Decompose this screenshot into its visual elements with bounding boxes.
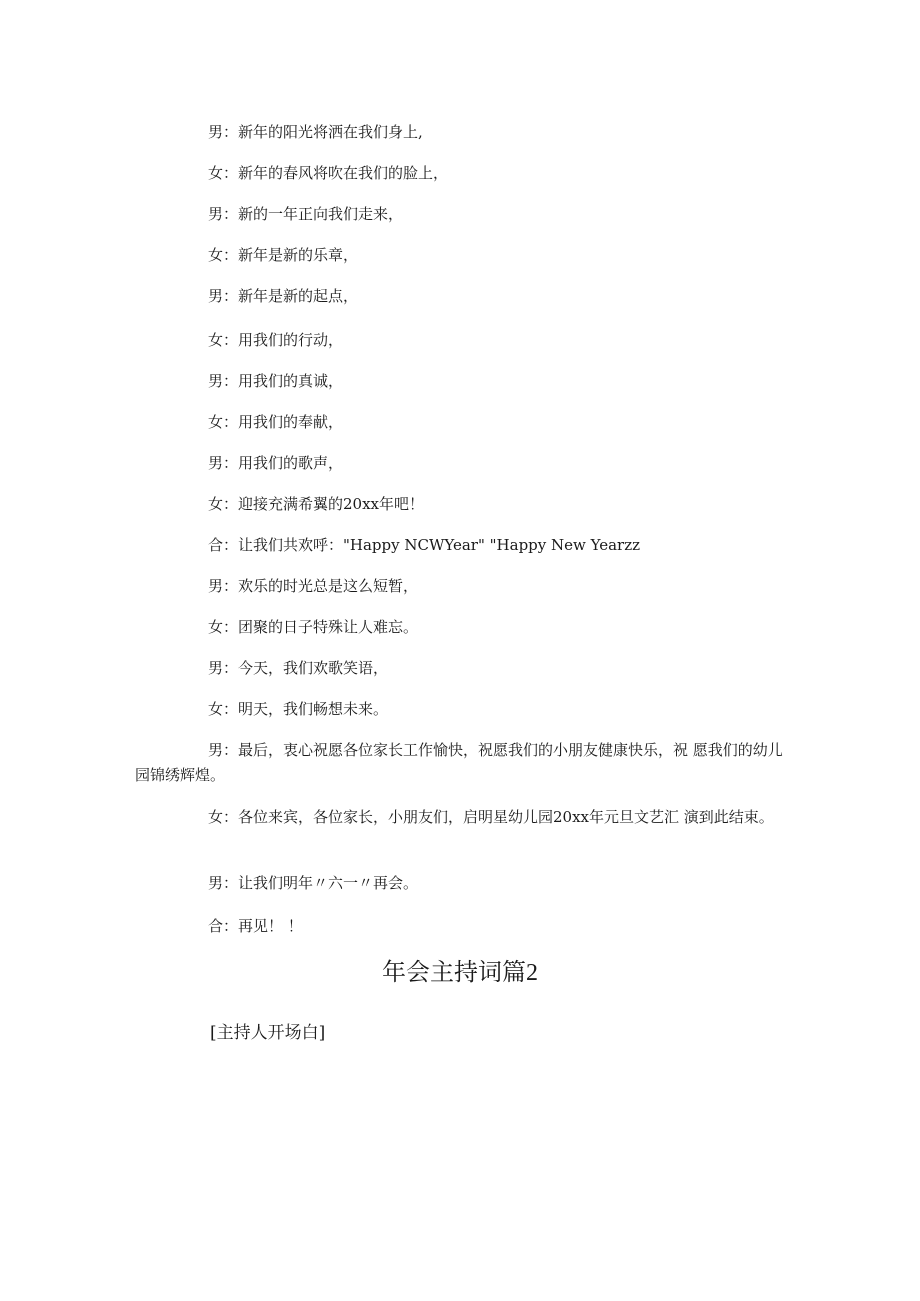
dialogue-line: 男：用我们的真诚， <box>208 372 344 390</box>
dialogue-line: 男：让我们明年〃六一〃再会。 <box>208 874 419 892</box>
dialogue-line: 女：新年的春风将吹在我们的脸上， <box>208 164 449 182</box>
dialogue-line: 男：今天，我们欢歌笑语， <box>208 659 389 677</box>
dialogue-line: 女：新年是新的乐章， <box>208 246 359 264</box>
closing-paragraph: 男：最后，衷心祝愿各位家长工作愉快，祝愿我们的小朋友健康快乐，祝 愿我们的幼儿园锦绣辉煌。 <box>135 741 783 784</box>
closing-paragraph: 女：各位来宾，各位家长，小朋友们，启明星幼儿园20xx年元旦文艺汇 演到此结束。 <box>208 808 774 826</box>
dialogue-line: 合：再见！ ！ <box>208 917 303 935</box>
dialogue-line: 女：迎接充满希翼的20xx年吧！ <box>208 495 425 513</box>
dialogue-line: 男：用我们的歌声， <box>208 454 344 472</box>
dialogue-line: 女：用我们的行动， <box>208 331 344 349</box>
dialogue-line: 男：欢乐的时光总是这么短暂， <box>208 577 419 595</box>
dialogue-line: 女：团聚的日子特殊让人难忘。 <box>208 618 419 636</box>
dialogue-line: 女：用我们的奉献， <box>208 413 344 431</box>
dialogue-line: 男：新年的阳光将洒在我们身上, <box>208 123 423 141</box>
dialogue-line: 男：新年是新的起点， <box>208 287 359 305</box>
section-title: 年会主持词篇2 <box>382 960 538 986</box>
dialogue-line: 女：明天，我们畅想未来。 <box>208 700 389 718</box>
section-note: [主持人开场白] <box>210 1023 326 1043</box>
dialogue-line: 合：让我们共欢呼："Happy NCWYear" "Happy New Yearzz <box>208 536 641 554</box>
dialogue-line: 男：新的一年正向我们走来， <box>208 205 404 223</box>
